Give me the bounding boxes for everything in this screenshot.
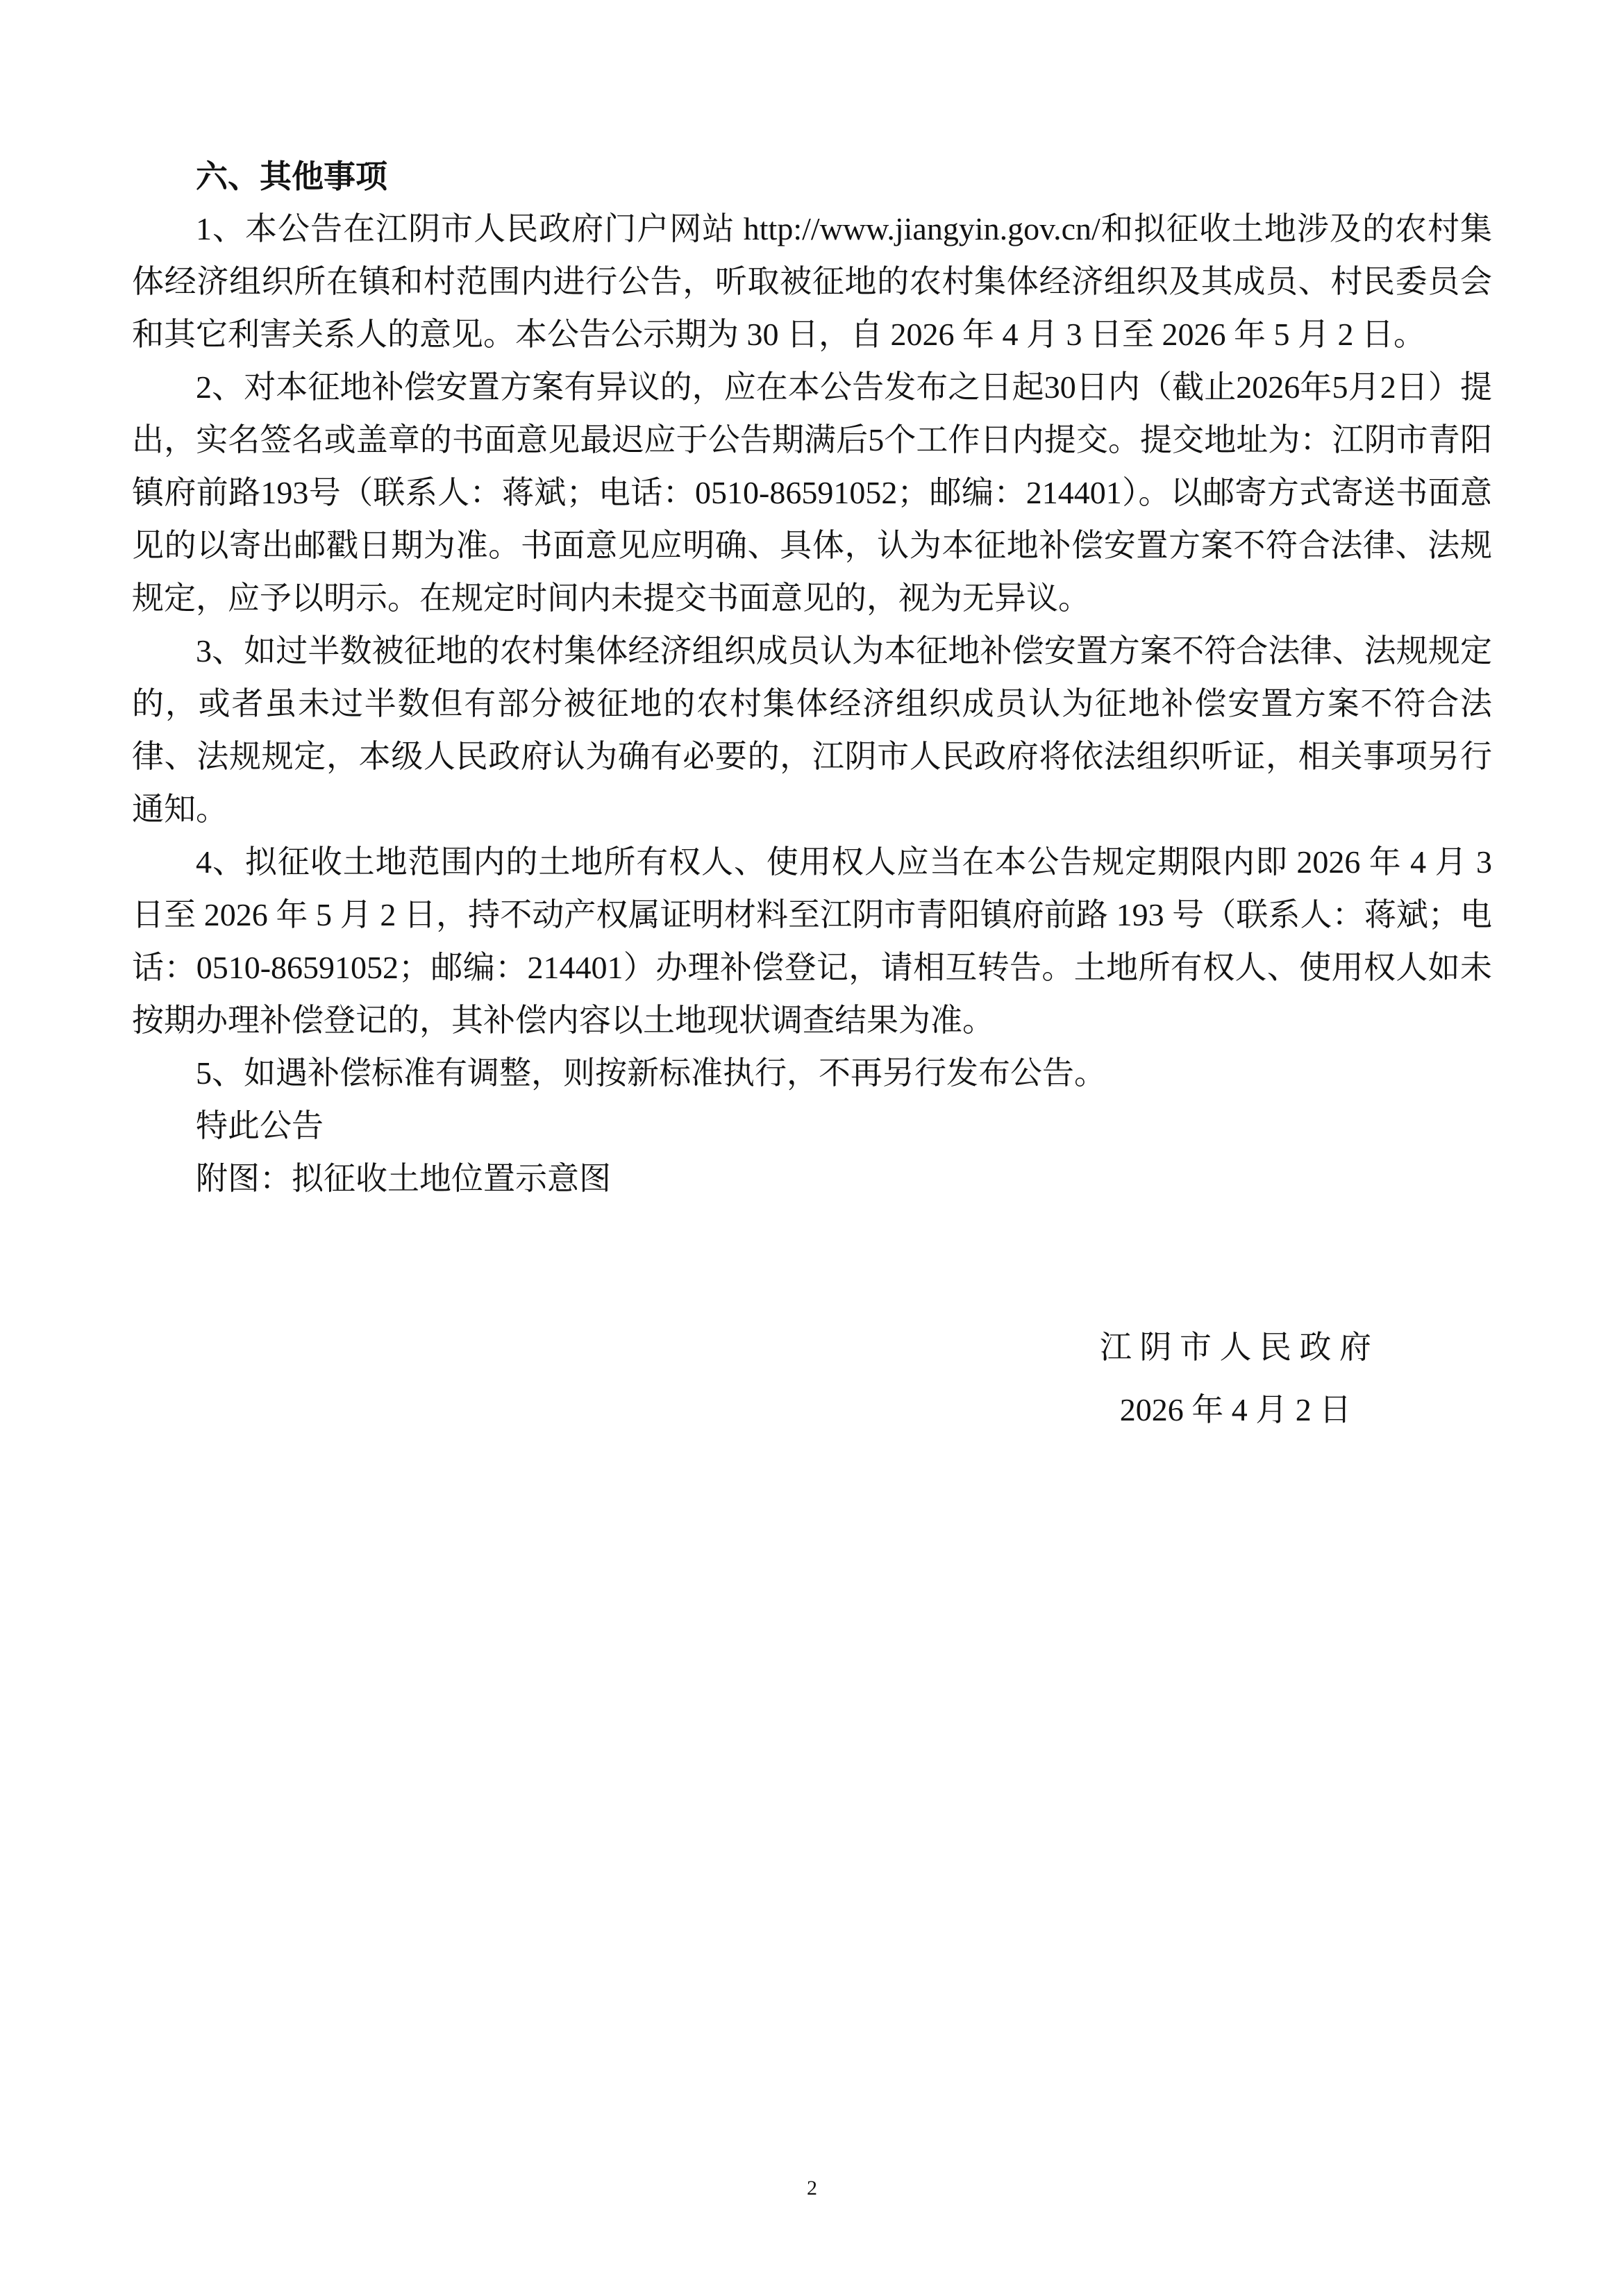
- paragraph-5: 5、如遇补偿标准有调整，则按新标准执行，不再另行发布公告。: [196, 1055, 1106, 1091]
- section-heading: 六、其他事项: [196, 158, 387, 194]
- attachment-note: 附图：拟征收土地位置示意图: [196, 1161, 611, 1196]
- paragraph-1: 1、本公告在江阴市人民政府门户网站 http://www.jiangyin.gov.cn/和拟征收土地涉及的农村集体经济组织所在镇和村范围内进行公告，听取被征地的农村集体经济组织及其成员、村民委员会和其它利害关系人的意见。本公告公示期为 30 日，自 2026 年 4 月 3 日至 2026 年 5 月 2 日。: [132, 211, 1492, 352]
- paragraph-3: 3、如过半数被征地的农村集体经济组织成员认为本征地补偿安置方案不符合法律、法规规定的，或者虽未过半数但有部分被征地的农村集体经济组织成员认为征地补偿安置方案不符合法律、法规规定，本级人民政府认为确有必要的，江阴市人民政府将依法组织听证，相关事项另行通知。: [132, 633, 1492, 827]
- page-number: 2: [807, 2177, 817, 2199]
- issue-date: 2026 年 4 月 2 日: [1119, 1392, 1352, 1427]
- paragraph-4: 4、拟征收土地范围内的土地所有权人、使用权人应当在本公告规定期限内即 2026 年 4 月 3 日至 2026 年 5 月 2 日，持不动产权属证明材料至江阴市青阳镇府前路 193 号（联系人：蒋斌；电话：0510-86591052；邮编：214401）办理补偿登记，请相互转告。土地所有权人、使用权人如未按期办理补偿登记的，其补偿内容以土地现状调查结果为准。: [132, 844, 1492, 1038]
- paragraph-2: 2、对本征地补偿安置方案有异议的，应在本公告发布之日起30日内（截止2026年5月2日）提出，实名签名或盖章的书面意见最迟应于公告期满后5个工作日内提交。提交地址为：江阴市青阳镇府前路193号（联系人：蒋斌；电话：0510-86591052；邮编：214401）。以邮寄方式寄送书面意见的以寄出邮戳日期为准。书面意见应明确、具体，认为本征地补偿安置方案不符合法律、法规规定，应予以明示。在规定时间内未提交书面意见的，视为无异议。: [132, 369, 1492, 616]
- closing-text: 特此公告: [196, 1108, 324, 1143]
- issuer-name: 江 阴 市 人 民 政 府: [1100, 1330, 1371, 1365]
- signature-block: [1100, 1316, 1371, 1441]
